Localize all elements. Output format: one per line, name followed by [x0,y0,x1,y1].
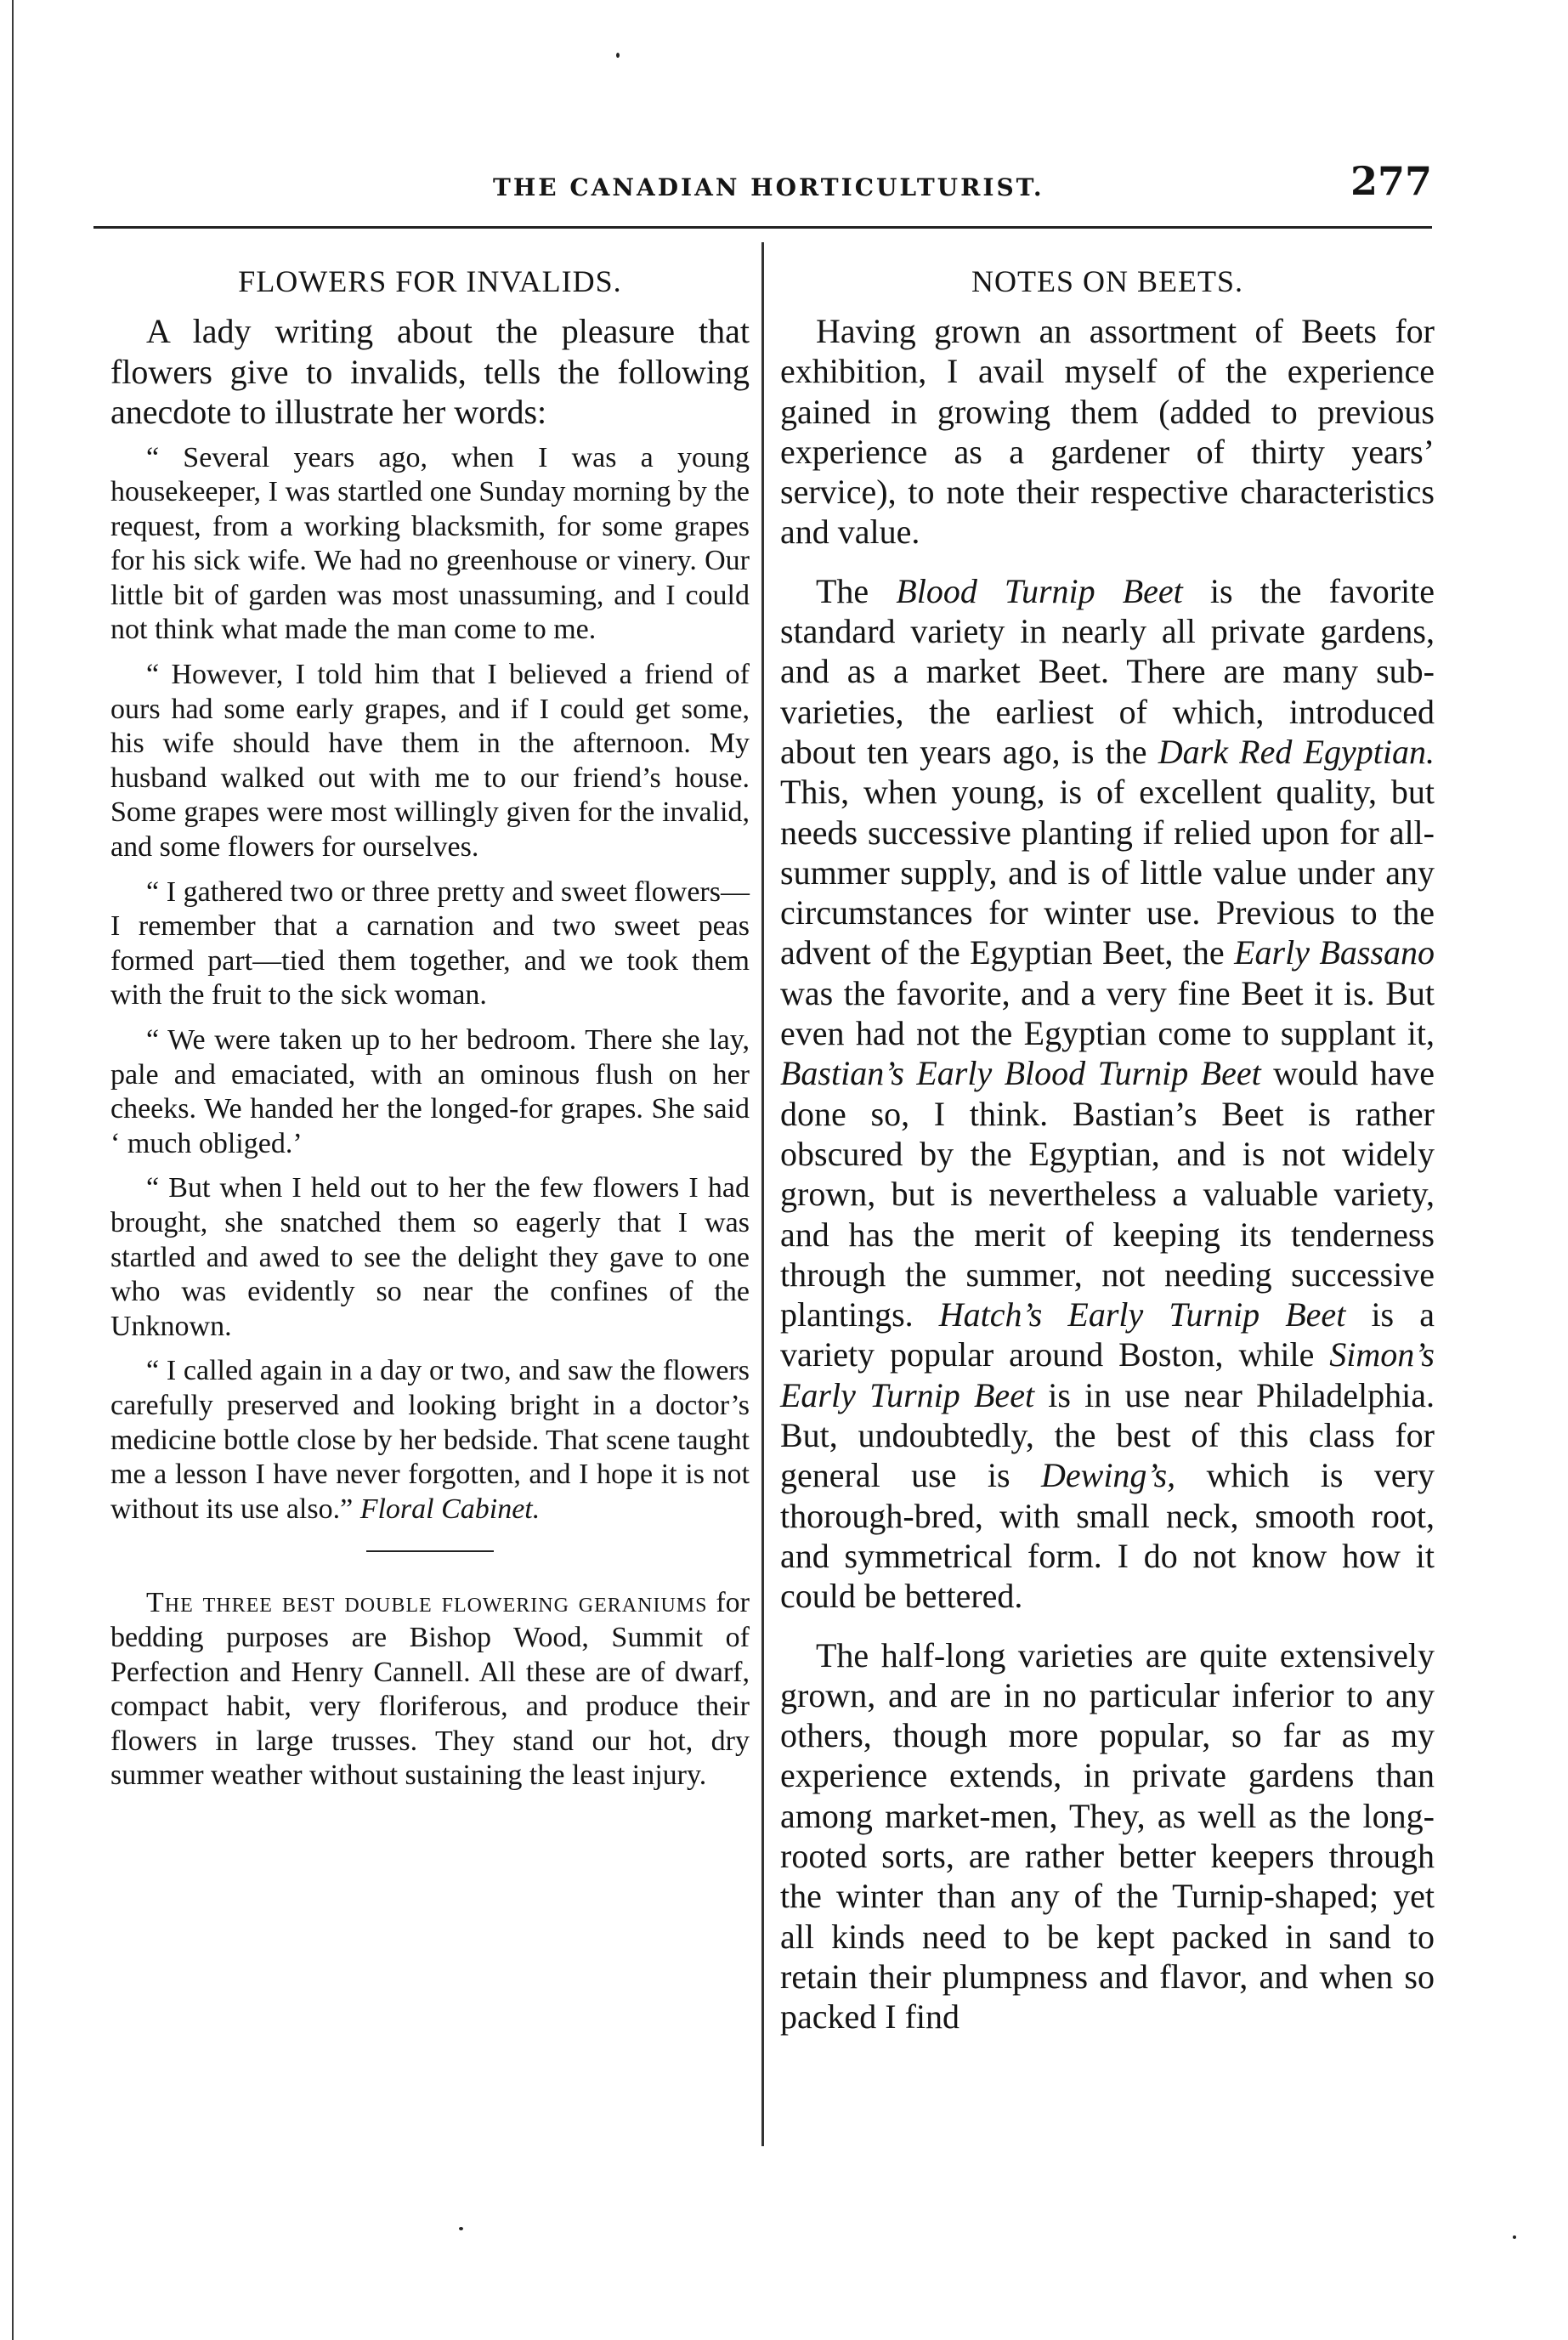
text-run: was the favorite, and a very fine Beet it is. But even had not the Egyptian come to supplant it, [780,973,1435,1053]
variety-name: Bastian’s Early Blood Turnip Beet [780,1054,1261,1093]
running-title: THE CANADIAN HORTICULTURIST. [493,173,1044,201]
print-speck [616,53,620,58]
article-heading-beets: NOTES ON BEETS. [971,264,1243,298]
beets-paragraph: The half-long varieties are quite extensively grown, and are in no particular inferior to any others, though more popular, so far as my experience extends, in private gardens than among market-men, They, as well as the long-rooted sorts, are rather better keepers through the winter than any of the Turnip-shaped; yet all kinds need to be kept packed in sand to retain their plumpness and flavor, and when so packed I find [780,1635,1435,2037]
variety-name: Early Bassano [1234,933,1435,972]
anecdote-paragraph: “ We were taken up to her bedroom. There she lay, pale and emaciated, with an ominous flush on her cheeks. We handed her the longed-for grapes. She said ‘ much obliged.’ [110,1024,750,1159]
text-run: is a variety popular around Boston, while [780,1295,1435,1374]
geranium-note [110,1586,750,1793]
text-run: The [816,571,897,610]
right-column [780,255,1435,2048]
variety-name: Blood Turnip Beet [896,571,1183,610]
variety-name: Simon’s Early Turnip Beet [780,1335,1435,1414]
anecdote-text: “ I called again in a day or two, and saw the flowers carefully preserved and looking bright in a doctor’s medicine bottle close by her bedside. That scene taught me a lesson I have never forgotten, and I hope it is not without its use also.” [110,1355,750,1525]
source-signature: Floral Cabinet. [359,1493,541,1525]
anecdote-paragraph [110,1354,750,1527]
section-divider [366,1550,494,1552]
text-run: which is very thorough-bred, with small neck, smooth root, and symmetrical form. I do not know how it could be bettered. [780,1456,1435,1616]
text-run: is in use near Philadelphia. But, undoubtedly, the best of this class for general use is [780,1375,1435,1495]
geranium-lead: The three best double flowering geraniums [146,1587,708,1619]
column-divider [761,242,764,2146]
text-run: would have done so, I think. Bastian’s Beet is rather obscured by the Egyptian, and is not widely grown, but is nevertheless a valuable variety, and has the merit of keeping its tenderness through the summer, not needing successive plantings. [780,1054,1435,1334]
print-speck [1513,2235,1516,2239]
variety-name: Hatch’s Early Turnip Beet [938,1295,1346,1334]
left-column [110,255,750,1793]
page-edge-rule [12,0,14,2340]
variety-name: Dewing’s, [1041,1456,1176,1495]
text-run: is the favorite standard variety in nearly all private gardens, and as a market Beet. There are many sub-varieties, the earliest of which, introduced about ten years ago, is the [780,571,1435,771]
header-rule [93,226,1432,229]
beets-paragraph [780,571,1435,1617]
article-heading-flowers: FLOWERS FOR INVALIDS. [238,264,622,298]
text-run: This, when young, is of excellent quality, but needs successive planting if relied upon for all-summer supply, and is of little value under any circumstances for winter use. Previous to the advent of the Egyptian Beet, the [780,773,1435,972]
anecdote-paragraph: “ I gathered two or three pretty and sweet flowers—I remember that a carnation and two sweet peas formed part—tied them together, and we took them with the fruit to the sick woman. [110,875,750,1011]
variety-name: Dark Red Egyptian. [1158,732,1435,771]
anecdote-paragraph: “ But when I held out to her the few flowers I had brought, she snatched them so eagerly that I was startled and awed to see the delight they gave to one who was evidently so near the confines of the Unknown. [110,1172,750,1342]
print-speck [459,2227,463,2230]
article-intro: A lady writing about the pleasure that flowers give to invalids, tells the following anecdote to illustrate her words: [110,312,750,431]
beets-paragraph: Having grown an assortment of Beets for exhibition, I avail myself of the experience gained in growing them (added to previous experience as a gardener of thirty years’ service), to note their respective characteristics and value. [780,312,1435,552]
geranium-body: for bedding purposes are Bishop Wood, Summit of Perfection and Henry Cannell. All these are of dwarf, compact habit, very floriferous, and produce their flowers in large trusses. They stand our hot, dry summer weather without sustaining the least injury. [110,1587,750,1792]
page-number: 277 [1350,158,1432,204]
anecdote-paragraph: “ However, I told him that I believed a friend of ours had some early grapes, and if I could get some, his wife should have them in the afternoon. My husband walked out with me to our friend’s house. Some grapes were most willingly given for the invalid, and some flowers for ourselves. [110,659,750,864]
anecdote-paragraph: “ Several years ago, when I was a young housekeeper, I was startled one Sunday morning by the request, from a working blacksmith, for some grapes for his sick wife. We had no greenhouse or vinery. Our little bit of garden was most unassuming, and I could not think what made the man come to me. [110,441,750,646]
running-header [102,158,1432,219]
